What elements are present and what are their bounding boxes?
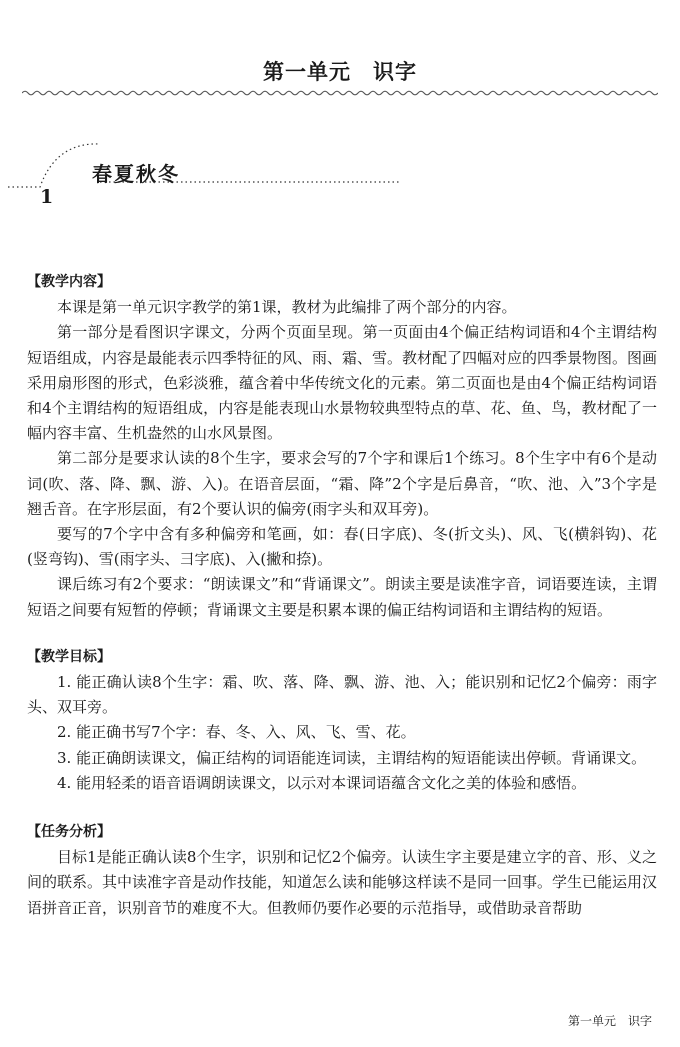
goal-item: 2. 能正确书写7个字：春、冬、入、风、飞、雪、花。 [57,723,416,742]
paragraph: 本课是第一单元识字教学的第1课，教材为此编排了两个部分的内容。 [57,298,517,317]
section-teaching-content [27,270,657,623]
section-task-analysis [27,820,657,921]
wavy-divider [22,88,658,98]
paragraph: 第二部分是要求认读的8个生字，要求会写的7个字和课后1个练习。8个生字中有6个是动词(吹、落、降、飘、游、入)。在语音层面，“霜、降”2个字是后鼻音，“吹、池、入”3个字是翘舌音。在字形层面，有2个要认识的偏旁(雨字头和双耳旁)。 [27,449,657,518]
section-teaching-goals [27,645,657,796]
paragraph: 目标1是能正确认读8个生字，识别和记忆2个偏旁。认读生字主要是建立字的音、形、义之间的联系。其中读准字音是动作技能，知道怎么读和能够这样读不是同一回事。学生已能运用汉语拼音正音，识别音节的难度不大。但教师仍要作必要的示范指导，或借助录音帮助 [27,848,658,917]
goal-item: 3. 能正确朗读课文，偏正结构的词语能连词读，主谓结构的短语能读出停顿。背诵课文。 [57,748,647,767]
unit-title: 第一单元 识字 [263,60,417,84]
paragraph: 课后练习有2个要求：“朗读课文”和“背诵课文”。朗读主要是读准字音，词语要连读，主谓短语之间要有短暂的停顿；背诵课文主要是积累本课的偏正结构词语和主谓结构的短语。 [27,575,657,619]
page-footer: 第一单元 识字 [567,1014,652,1028]
section-heading: 【教学内容】 [27,274,111,290]
section-heading: 【教学目标】 [27,648,111,665]
lesson-header [0,140,680,210]
main-content [27,270,657,921]
lesson-title: 春夏秋冬 [92,162,180,186]
paragraph: 要写的7个字中含有多种偏旁和笔画，如：春(日字底)、冬(折文头)、风、飞(横斜钩)、花(竖弯钩)、雪(雨字头、彐字底)、入(撇和捺)。 [27,525,657,569]
section-heading: 【任务分析】 [27,824,111,841]
paragraph: 第一部分是看图识字课文，分两个页面呈现。第一页面由4个偏正结构词语和4个主谓结构短语组成，内容是最能表示四季特征的风、雨、霜、雪。教材配了四幅对应的四季景物图。图画采用扇形图的形式，色彩淡雅，蕴含着中华传统文化的元素。第二页面也是由4个偏正结构词语和4个主谓结构的短语组成，内容是能表现山水景物较典型特点的草、花、鱼、鸟，教材配了一幅内容丰富、生机盎然的山水风景图。 [27,323,658,443]
goal-item: 4. 能用轻柔的语音语调朗读课文，以示对本课词语蕴含文化之美的体验和感悟。 [57,773,587,792]
lesson-number: 1 [40,186,54,208]
goal-item: 1. 能正确认读8个生字：霜、吹、落、降、飘、游、池、入；能识别和记忆2个偏旁：雨字头、双耳旁。 [27,673,657,717]
